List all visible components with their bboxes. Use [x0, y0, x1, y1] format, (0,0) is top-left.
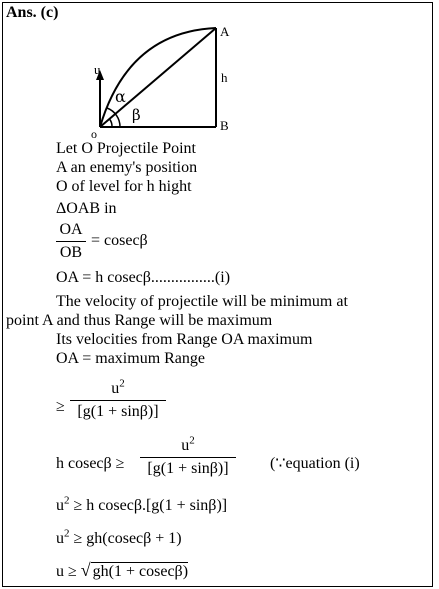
ge-sign-1: ≥: [56, 398, 65, 415]
label-o: o: [91, 127, 97, 140]
line-u-ge-sqrt: u ≥ √ gh(1 + cosecβ): [56, 560, 189, 580]
line-let-o: Let O Projectile Point: [56, 140, 196, 157]
label-alpha: α: [115, 87, 126, 106]
label-b: B: [220, 118, 229, 133]
fraction-u2-base-2: u: [181, 437, 190, 454]
fraction-u2-base-1: u: [111, 380, 120, 397]
line-point-a-range: point A and thus Range will be maximum: [6, 312, 273, 329]
line-oa-max-range: OA = maximum Range: [56, 350, 206, 367]
fraction-u2-over-g-1: [70, 377, 166, 421]
label-u: u: [94, 62, 101, 77]
label-h: h: [221, 70, 228, 85]
fraction-oa-ob-numerator: OA: [59, 221, 83, 238]
fraction-oa-ob: [56, 221, 86, 262]
fraction-g-den-1: [g(1 + sinβ)]: [77, 403, 159, 420]
line-triangle: ΔOAB in: [56, 200, 117, 217]
line-level-height: O of level for h hight: [56, 178, 192, 195]
beta-arc: [110, 119, 113, 127]
sqrt-radicand: gh(1 + cosecβ): [92, 563, 189, 580]
line-velocity-min: The velocity of projectile will be minimum at: [56, 293, 348, 310]
label-beta: β: [132, 106, 141, 124]
fraction-oa-ob-denominator: OB: [59, 244, 83, 261]
line-oa-equation: OA = h cosecβ................(i): [56, 269, 231, 286]
fraction-u2-exp-2: 2: [189, 434, 195, 447]
fraction-g-den-2: [g(1 + sinβ)]: [147, 460, 229, 477]
answer-heading: Ans. (c): [6, 4, 59, 21]
hcosec-lhs: h cosecβ ≥: [56, 455, 125, 472]
line-oa: [100, 28, 216, 127]
equation-note: (∵equation (i): [270, 455, 360, 472]
line-enemy-position: A an enemy's position: [56, 159, 198, 176]
label-a: A: [220, 24, 230, 39]
projectile-diagram: [88, 22, 248, 140]
fraction-u2-over-g-2: [140, 434, 236, 478]
line-u2-ge-gh: $u^2 \ge gh(cosec\beta + 1)$: [56, 527, 182, 547]
fraction-u2-exp-1: 2: [119, 377, 125, 390]
fraction-oa-ob-rhs: = cosecβ: [91, 232, 148, 249]
line-velocities-range: Its velocities from Range OA maximum: [56, 331, 313, 348]
line-u2-ge-hcosec: $u^2 \ge h$ cosecβ.[g(1 + sinβ)]: [56, 494, 228, 514]
